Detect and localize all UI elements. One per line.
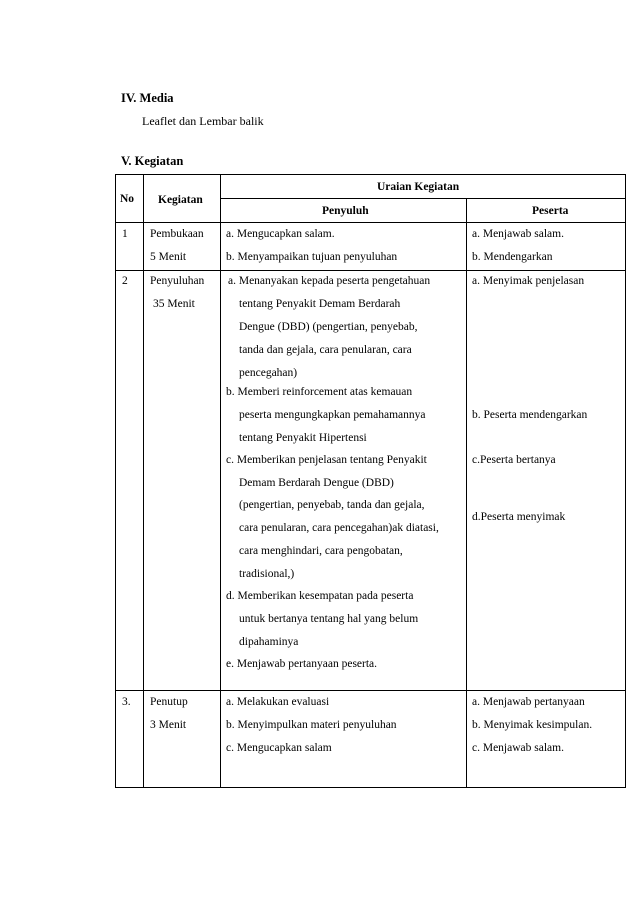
penyuluh-line: tentang Penyakit Demam Berdarah	[239, 298, 401, 310]
peserta-line: b. Peserta mendengarkan	[472, 409, 588, 421]
peserta-line: a. Menjawab pertanyaan	[472, 696, 585, 708]
penyuluh-line: e. Menjawab pertanyaan peserta.	[226, 658, 378, 670]
peserta-line: c. Menjawab salam.	[472, 742, 564, 754]
peserta-line: d.Peserta menyimak	[472, 511, 566, 523]
penyuluh-line: d. Memberikan kesempatan pada peserta	[226, 590, 414, 602]
peserta-line: b. Mendengarkan	[472, 251, 553, 263]
penyuluh-line: (pengertian, penyebab, tanda dan gejala,	[239, 499, 425, 511]
section-iv-title: IV. Media	[121, 91, 174, 105]
header-kegiatan: Kegiatan	[158, 194, 203, 206]
penyuluh-line: tentang Penyakit Hipertensi	[239, 432, 367, 444]
row-kegiatan-name: Penyuluhan	[150, 275, 205, 287]
penyuluh-line: pencegahan)	[239, 367, 298, 379]
penyuluh-line: b. Menyampaikan tujuan penyuluhan	[226, 251, 398, 263]
peserta-line: a. Menjawab salam.	[472, 228, 564, 240]
penyuluh-line: peserta mengungkapkan pemahamannya	[239, 409, 426, 421]
row-no: 1	[122, 228, 128, 240]
penyuluh-line: Demam Berdarah Dengue (DBD)	[239, 477, 394, 489]
peserta-line: c.Peserta bertanya	[472, 454, 556, 466]
penyuluh-cell	[221, 271, 467, 691]
penyuluh-line: b. Menyimpulkan materi penyuluhan	[226, 719, 397, 731]
section-iv-content: Leaflet dan Lembar balik	[142, 114, 264, 128]
penyuluh-line: dipahaminya	[239, 636, 299, 648]
penyuluh-line: a. Menanyakan kepada peserta pengetahuan	[228, 275, 431, 287]
penyuluh-line: b. Memberi reinforcement atas kemauan	[226, 386, 413, 398]
row-kegiatan-duration: 5 Menit	[150, 251, 187, 263]
row-no: 3.	[122, 696, 131, 708]
row-kegiatan-duration: 35 Menit	[153, 298, 195, 310]
row-kegiatan-name: Penutup	[150, 696, 188, 708]
section-v-title: V. Kegiatan	[121, 154, 184, 168]
peserta-cell	[467, 271, 626, 691]
header-peserta-cell	[467, 199, 626, 223]
header-penyuluh-cell	[221, 199, 467, 223]
row-kegiatan-duration: 3 Menit	[150, 719, 187, 731]
penyuluh-line: c. Memberikan penjelasan tentang Penyakit	[226, 454, 427, 466]
table-row	[116, 223, 626, 271]
row-no: 2	[122, 275, 128, 287]
row-kegiatan-name: Pembukaan	[150, 228, 204, 240]
header-peserta: Peserta	[532, 205, 569, 217]
peserta-line: b. Menyimak kesimpulan.	[472, 719, 593, 731]
header-penyuluh: Penyuluh	[322, 205, 369, 217]
header-uraian: Uraian Kegiatan	[377, 181, 460, 193]
header-uraian-cell	[221, 175, 626, 199]
header-no-cell	[116, 175, 144, 223]
table-row	[116, 691, 626, 788]
header-kegiatan-cell	[144, 175, 221, 223]
penyuluh-line: tradisional,)	[239, 568, 295, 580]
header-no: No	[120, 193, 135, 205]
penyuluh-line: untuk bertanya tentang hal yang belum	[239, 613, 419, 625]
penyuluh-line: a. Melakukan evaluasi	[226, 696, 330, 708]
penyuluh-line: Dengue (DBD) (pengertian, penyebab,	[239, 321, 418, 333]
penyuluh-line: tanda dan gejala, cara penularan, cara	[239, 344, 412, 356]
penyuluh-line: a. Mengucapkan salam.	[226, 228, 335, 240]
penyuluh-line: cara penularan, cara pencegahan)ak diatasi,	[239, 522, 439, 534]
penyuluh-line: cara menghindari, cara pengobatan,	[239, 545, 403, 557]
table-row	[116, 271, 626, 691]
peserta-line: a. Menyimak penjelasan	[472, 275, 585, 287]
kegiatan-table	[115, 174, 626, 788]
penyuluh-line: c. Mengucapkan salam	[226, 742, 332, 754]
